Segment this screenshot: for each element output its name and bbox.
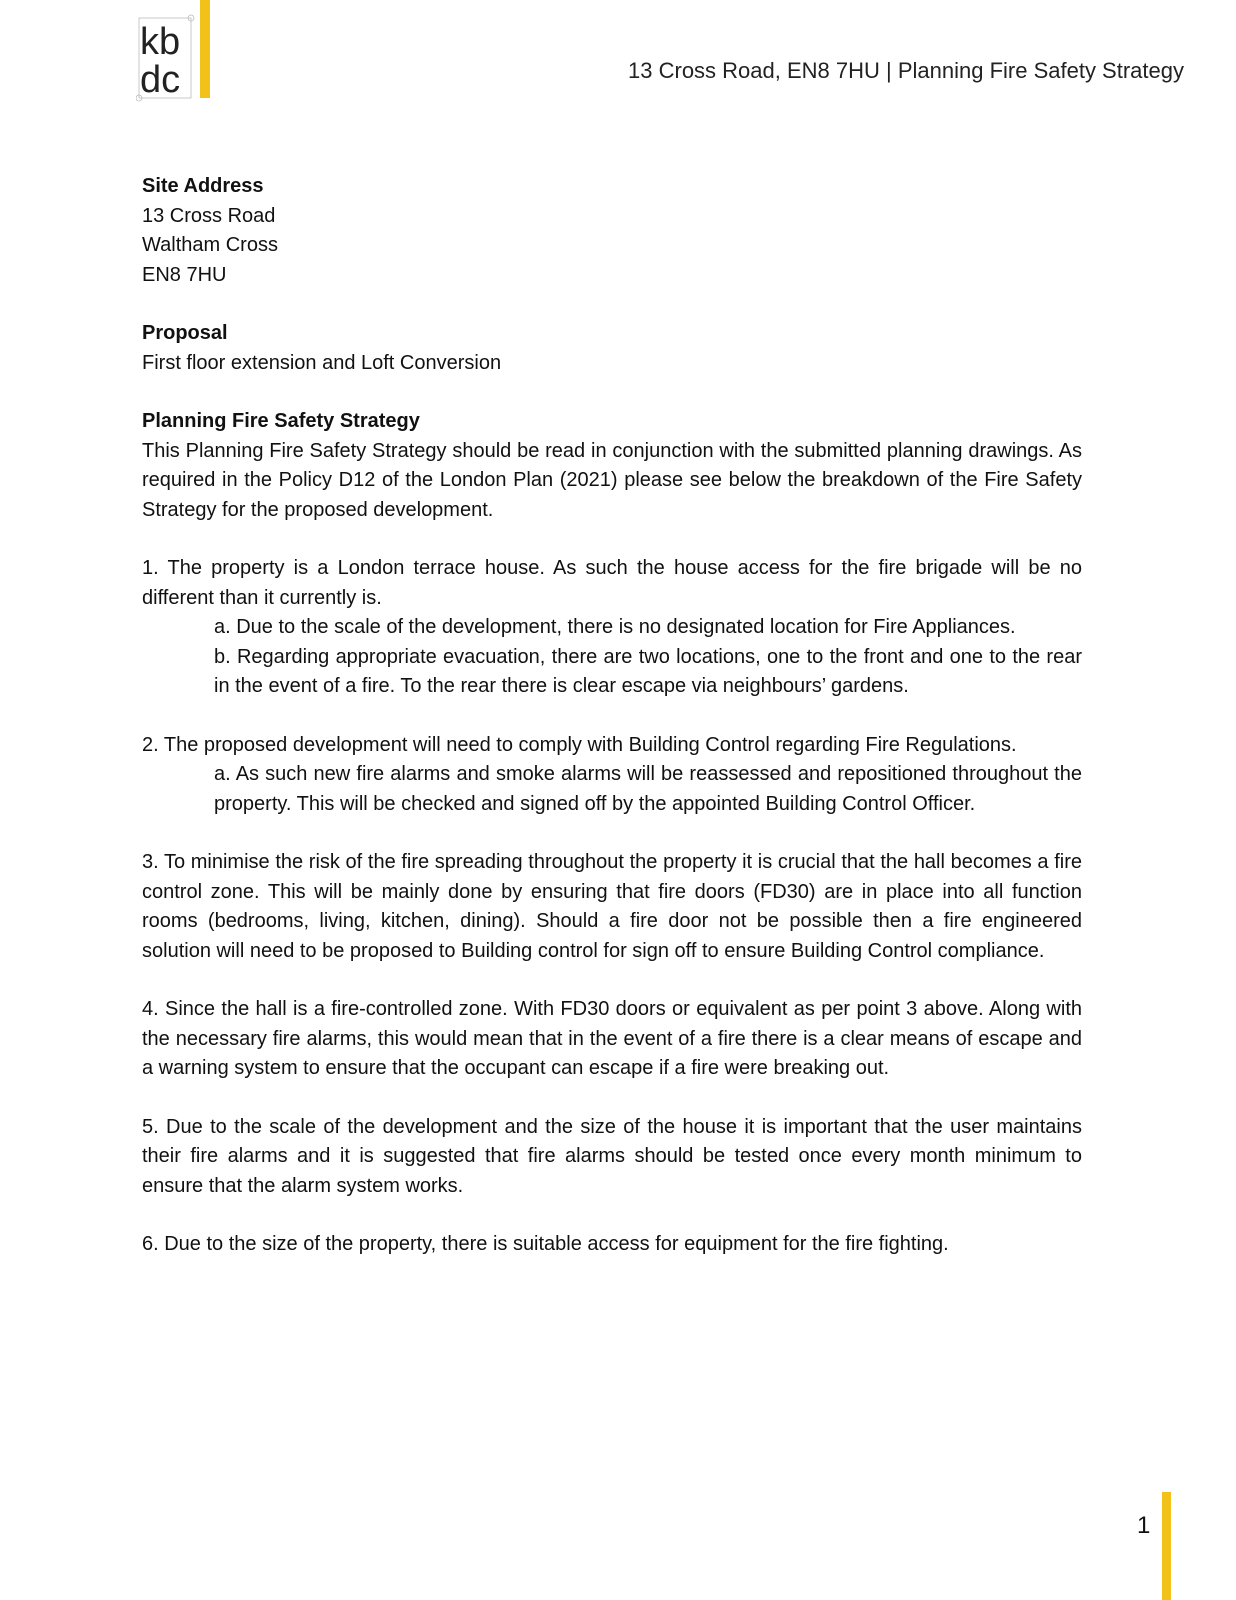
header-title: 13 Cross Road, EN8 7HU | Planning Fire Safety Strategy: [628, 58, 1184, 83]
site-address-heading: Site Address: [142, 175, 264, 197]
point-text: 1. The property is a London terrace house. As such the house access for the fire brigade will be no different than it currently is.: [142, 557, 1082, 609]
strategy-section: [142, 407, 1082, 1260]
logo-text-top: kb: [140, 21, 181, 63]
strategy-point-5: 5. Due to the scale of the development and the size of the house it is important that the user maintains their fire alarms and it is suggested that fire alarms should be tested once every month minimum to ensure that the alarm system works.: [142, 1115, 1082, 1197]
address-line-1: 13 Cross Road: [142, 204, 276, 227]
point-sub-item: a. As such new fire alarms and smoke alarms will be reassessed and repositioned throughout the property. This will be checked and signed off by the appointed Building Control Officer.: [214, 763, 1082, 815]
strategy-point-3: 3. To minimise the risk of the fire spreading throughout the property it is crucial that the hall becomes a fire control zone. This will be mainly done by ensuring that fire doors (FD30) are in place into all function rooms (bedrooms, living, kitchen, dining). Should a fire door not be possible then a fire engineered solution will need to be proposed to Building control for sign off to ensure Building Control compliance.: [142, 851, 1082, 962]
point-sub-item: a. Due to the scale of the development, there is no designated location for Fire Appliances.: [214, 616, 1016, 638]
proposal-heading: Proposal: [142, 322, 228, 344]
logo-accent-bar: [200, 0, 210, 98]
strategy-point-1: [142, 554, 1082, 702]
page-number: 1: [1137, 1512, 1151, 1539]
logo-text-bottom: dc: [140, 59, 181, 101]
footer-accent-bar: [1162, 1492, 1171, 1600]
site-address-section: [142, 172, 1082, 290]
strategy-point-4: 4. Since the hall is a fire-controlled zone. With FD30 doors or equivalent as per point 3 above. Along with the necessary fire alarms, this would mean that in the event of a fire there is a clear means of escape and a warning system to ensure that the occupant can escape if a fire were breaking out.: [142, 998, 1082, 1079]
strategy-intro: This Planning Fire Safety Strategy should be read in conjunction with the submitted planning drawings. As required in the Policy D12 of the London Plan (2021) please see below the breakdown of the Fire Safety Strategy for the proposed development.: [142, 439, 1082, 521]
kbdc-logo: [136, 0, 216, 104]
strategy-point-6: 6. Due to the size of the property, there is suitable access for equipment for the fire fighting.: [142, 1233, 949, 1255]
document-body: [142, 172, 1082, 1289]
proposal-text: First floor extension and Loft Conversion: [142, 351, 502, 374]
strategy-heading: Planning Fire Safety Strategy: [142, 410, 420, 432]
proposal-section: [142, 319, 1082, 378]
strategy-point-2: [142, 731, 1082, 820]
address-line-3: EN8 7HU: [142, 263, 227, 286]
address-line-2: Waltham Cross: [142, 234, 278, 256]
point-sub-item: b. Regarding appropriate evacuation, there are two locations, one to the front and one to the rear in the event of a fire. To the rear there is clear escape via neighbours’ gardens.: [214, 645, 1082, 697]
point-text: 2. The proposed development will need to comply with Building Control regarding Fire Regulations.: [142, 733, 1017, 756]
